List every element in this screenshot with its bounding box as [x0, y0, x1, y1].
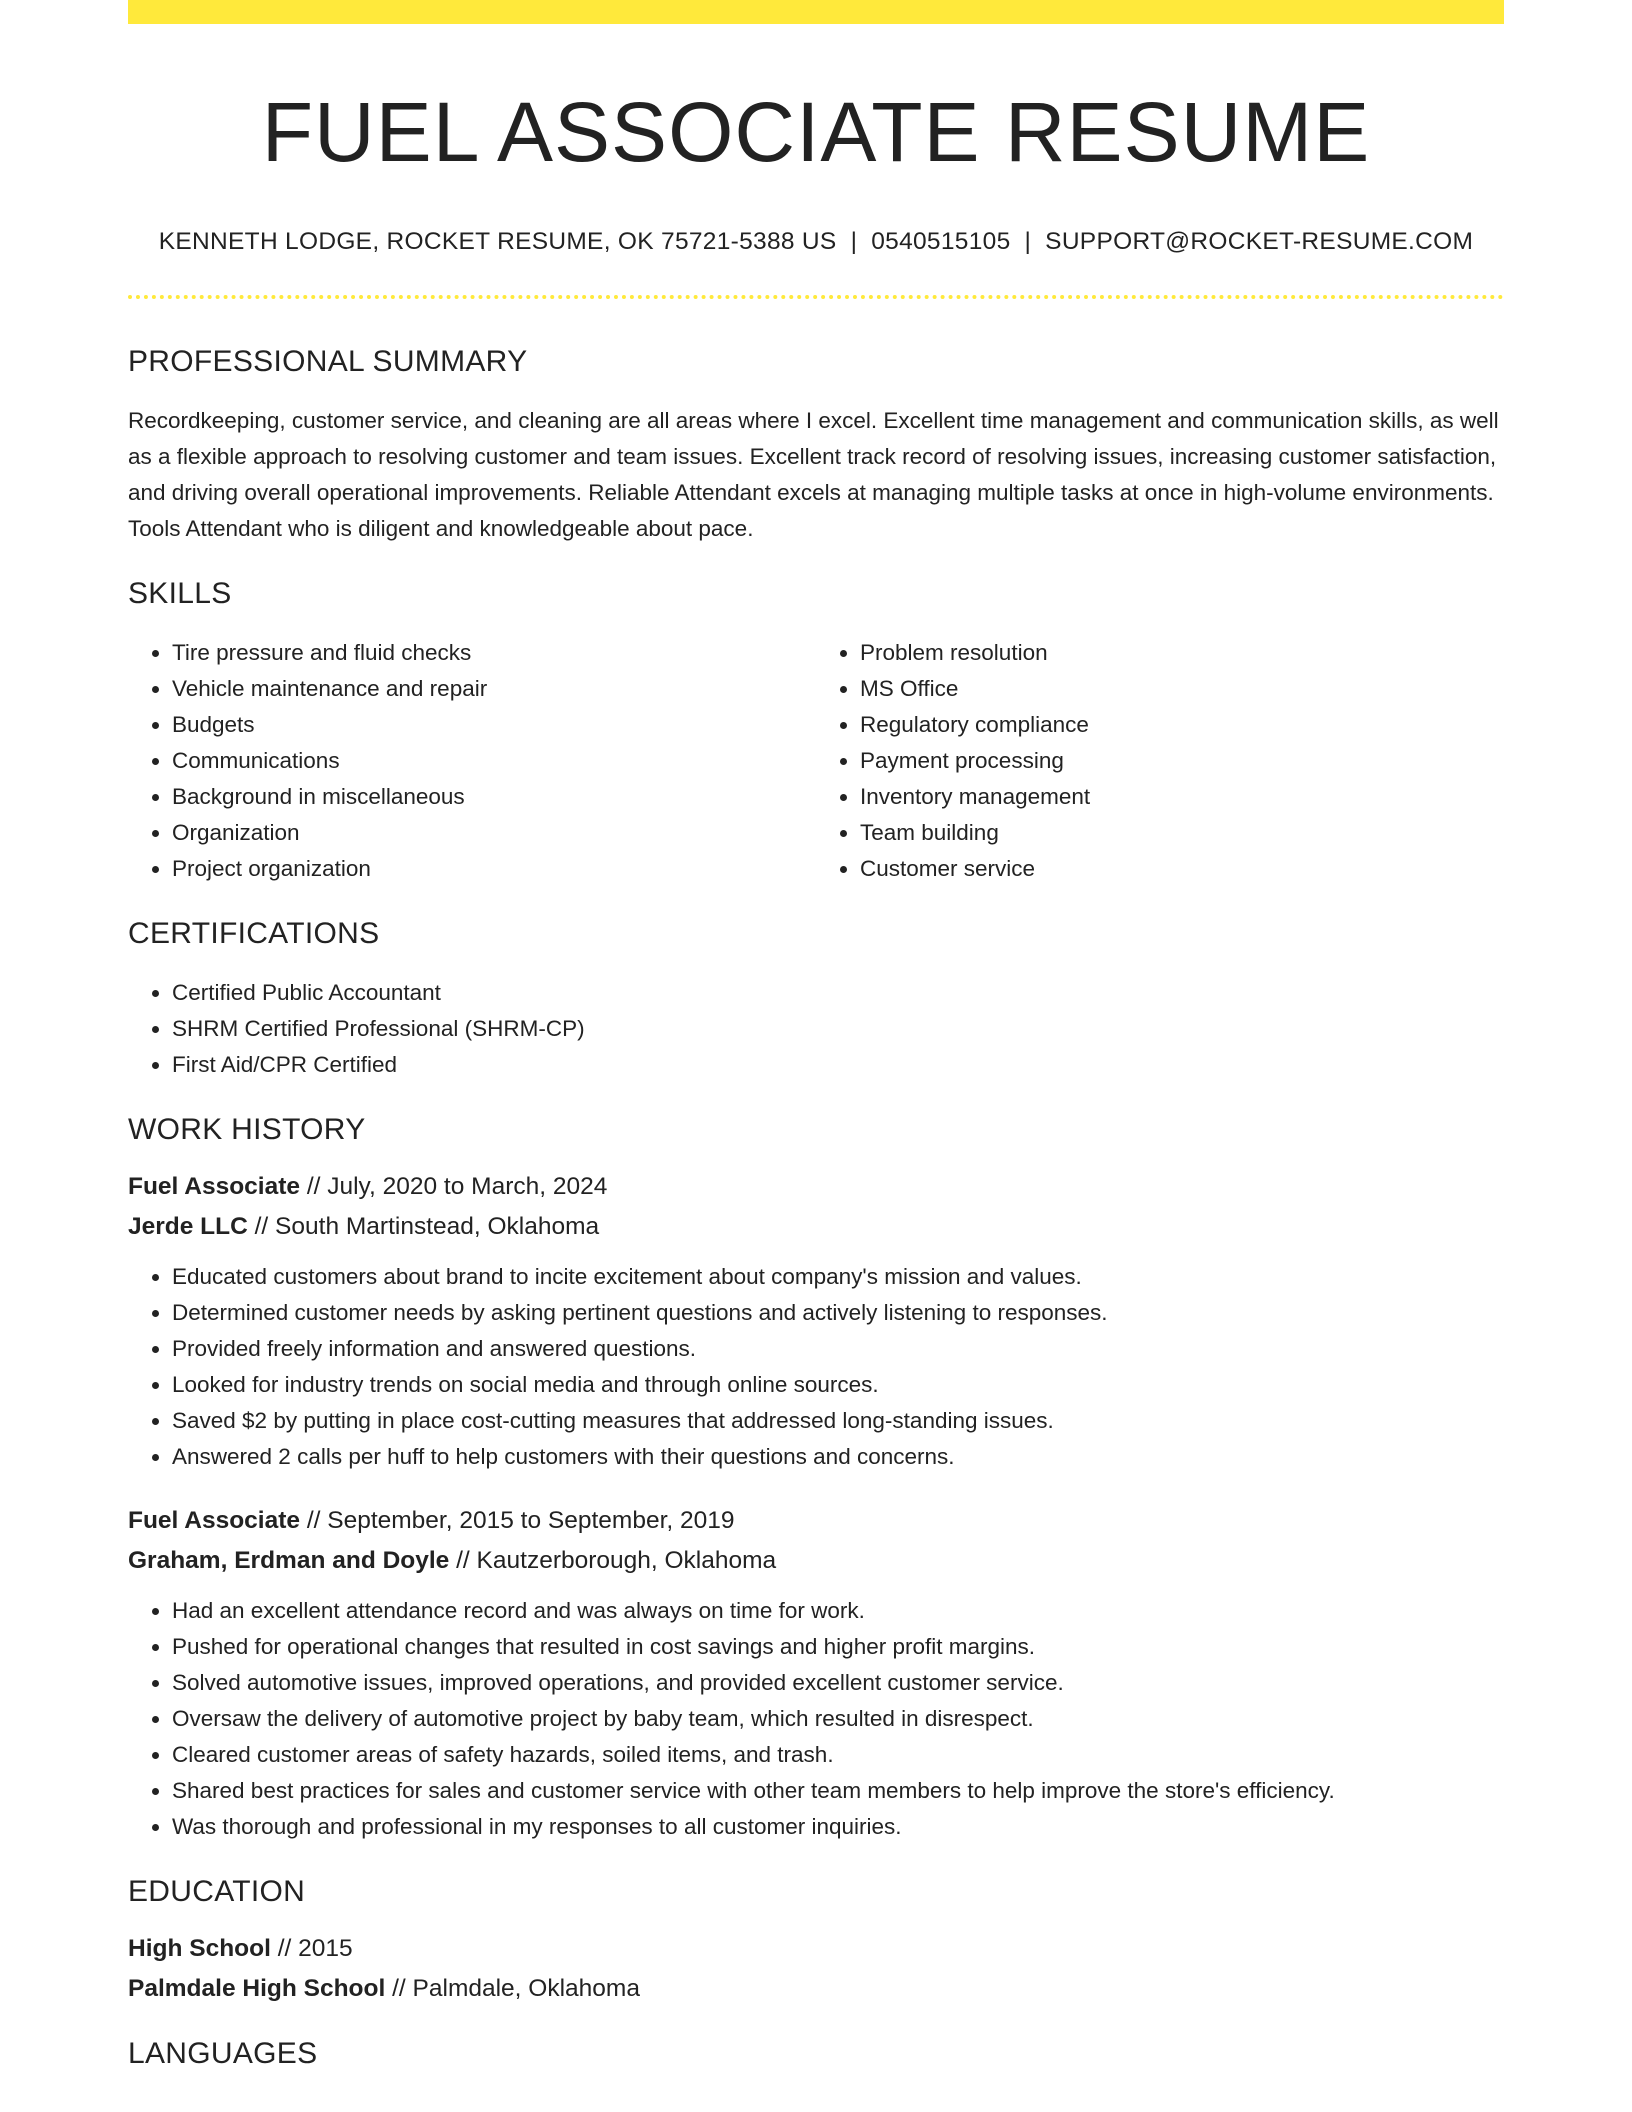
job-location: // South Martinstead, Oklahoma [247, 1213, 600, 1241]
contact-separator: | [1024, 228, 1032, 256]
list-item: • Customer service [860, 851, 1504, 887]
job-company: Jerde LLC [128, 1213, 248, 1241]
skills-list-right [816, 635, 1504, 887]
summary-heading: PROFESSIONAL SUMMARY [128, 345, 528, 379]
list-item: • Problem resolution [860, 635, 1504, 671]
list-item: • Was thorough and professional in my responses to all customer inquiries. [172, 1809, 1504, 1845]
contact-line [128, 228, 1504, 256]
job-dates: // July, 2020 to March, 2024 [300, 1173, 608, 1201]
languages-heading: LANGUAGES [128, 2037, 318, 2071]
resume-page [128, 0, 1504, 2071]
list-item: • Shared best practices for sales and customer service with other team members to help improve the store's efficiency. [172, 1773, 1504, 1809]
list-item: • Regulatory compliance [860, 707, 1504, 743]
summary-text: Recordkeeping, customer service, and cleaning are all areas where I excel. Excellent time management and communication skills, as well as a flexible approach to resolving customer and team issues. Excellent track record of resolving issues, increasing customer satisfaction, and driving overall operational improvements. Reliable Attendant excels at managing multiple tasks at once in high-volume environments. Tools Attendant who is diligent and knowledgeable about pace. [128, 408, 1499, 542]
list-item: • Payment processing [860, 743, 1504, 779]
page-title: FUEL ASSOCIATE RESUME [261, 85, 1371, 179]
list-item: • Inventory management [860, 779, 1504, 815]
skills-list-left [128, 635, 816, 887]
list-item: • Team building [860, 815, 1504, 851]
skills-columns [128, 635, 1504, 887]
list-item: • SHRM Certified Professional (SHRM-CP) [172, 1011, 1504, 1047]
job-duties-list [128, 1259, 1504, 1475]
education-entry [128, 1929, 1504, 2009]
education-heading: EDUCATION [128, 1875, 306, 1909]
education-school-line [128, 1969, 1504, 2009]
job-title: Fuel Associate [128, 1173, 301, 1201]
job-location: // Kautzerborough, Oklahoma [449, 1547, 777, 1575]
list-item: • Communications [172, 743, 816, 779]
contact-address: KENNETH LODGE, ROCKET RESUME, OK 75721-5388 US [158, 228, 837, 256]
job-entry [128, 1167, 1504, 1475]
list-item: • MS Office [860, 671, 1504, 707]
list-item: • Solved automotive issues, improved operations, and provided excellent customer service. [172, 1665, 1504, 1701]
job-dates: // September, 2015 to September, 2019 [300, 1507, 735, 1535]
list-item: • Background in miscellaneous [172, 779, 816, 815]
job-company: Graham, Erdman and Doyle [128, 1547, 450, 1575]
list-item: • Organization [172, 815, 816, 851]
list-item: • Project organization [172, 851, 816, 887]
certifications-list [128, 975, 1504, 1083]
education-school: Palmdale High School [128, 1975, 386, 2003]
contact-separator: | [850, 228, 858, 256]
list-item: • Answered 2 calls per huff to help customers with their questions and concerns. [172, 1439, 1504, 1475]
certifications-heading: CERTIFICATIONS [128, 917, 380, 951]
job-title-line [128, 1501, 1504, 1541]
job-entry [128, 1501, 1504, 1845]
job-company-line [128, 1541, 1504, 1581]
skills-heading: SKILLS [128, 577, 232, 611]
list-item: • Pushed for operational changes that resulted in cost savings and higher profit margins. [172, 1629, 1504, 1665]
job-company-line [128, 1207, 1504, 1247]
job-title: Fuel Associate [128, 1507, 301, 1535]
education-degree-line [128, 1929, 1504, 1969]
education-location: // Palmdale, Oklahoma [385, 1975, 640, 2003]
list-item: • Saved $2 by putting in place cost-cutting measures that addressed long-standing issues. [172, 1403, 1504, 1439]
list-item: • Certified Public Accountant [172, 975, 1504, 1011]
top-accent-bar [128, 0, 1504, 24]
list-item: • Provided freely information and answered questions. [172, 1331, 1504, 1367]
contact-phone: 0540515105 [871, 228, 1011, 256]
list-item: • Oversaw the delivery of automotive project by baby team, which resulted in disrespect. [172, 1701, 1504, 1737]
list-item: • Budgets [172, 707, 816, 743]
list-item: • Determined customer needs by asking pertinent questions and actively listening to responses. [172, 1295, 1504, 1331]
education-year: // 2015 [270, 1935, 353, 1963]
list-item: • Cleared customer areas of safety hazards, soiled items, and trash. [172, 1737, 1504, 1773]
list-item: • Had an excellent attendance record and was always on time for work. [172, 1593, 1504, 1629]
list-item: • Vehicle maintenance and repair [172, 671, 816, 707]
contact-email: SUPPORT@ROCKET-RESUME.COM [1045, 228, 1474, 256]
list-item: • Tire pressure and fluid checks [172, 635, 816, 671]
work-history-heading: WORK HISTORY [128, 1113, 366, 1147]
header-divider [128, 295, 1504, 299]
list-item: • Looked for industry trends on social media and through online sources. [172, 1367, 1504, 1403]
education-degree: High School [128, 1935, 271, 1963]
job-duties-list [128, 1593, 1504, 1845]
list-item: • First Aid/CPR Certified [172, 1047, 1504, 1083]
list-item: • Educated customers about brand to incite excitement about company's mission and values. [172, 1259, 1504, 1295]
job-title-line [128, 1167, 1504, 1207]
